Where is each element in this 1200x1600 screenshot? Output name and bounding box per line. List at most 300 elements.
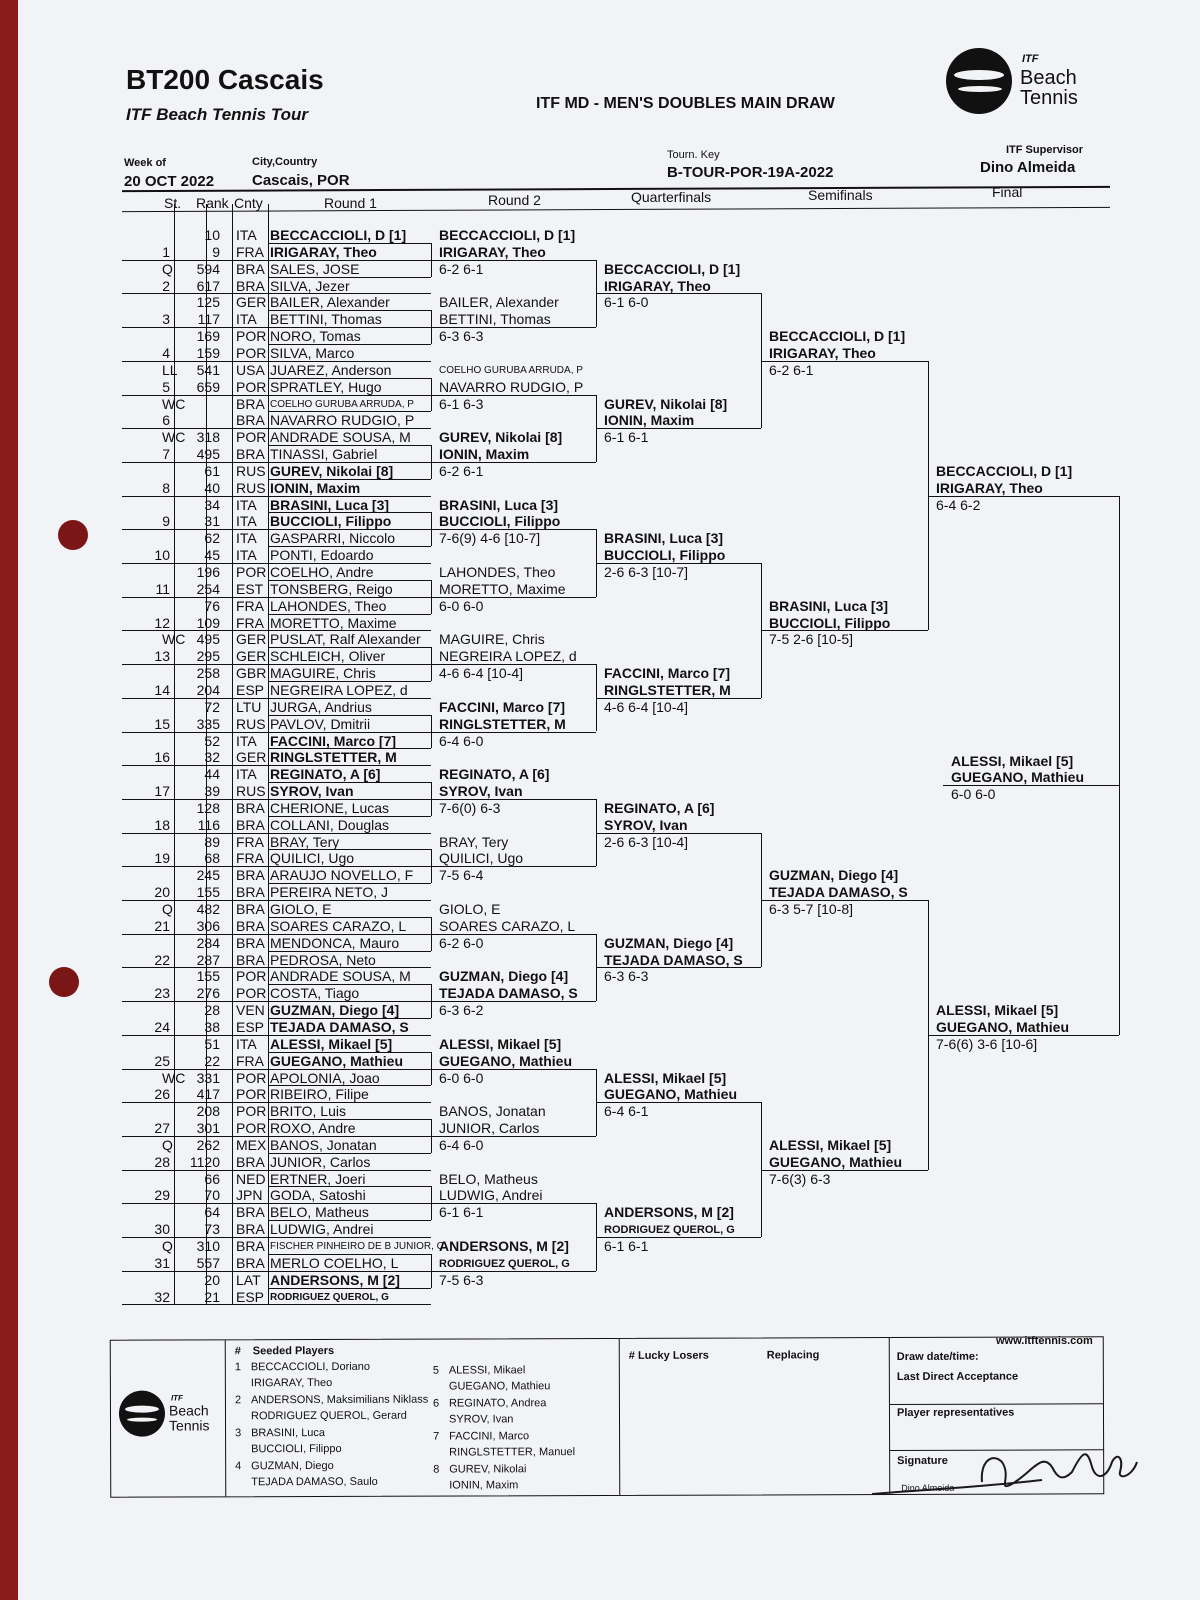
match-line bbox=[596, 428, 761, 429]
match-line bbox=[431, 260, 596, 261]
player-rank: 318 bbox=[196, 429, 220, 446]
signer-name: Dino Almeida bbox=[901, 1482, 955, 1493]
draw-position: 10 bbox=[154, 547, 170, 564]
player-rank: 495 bbox=[196, 446, 220, 463]
player-name: ANDRADE SOUSA, M bbox=[270, 968, 411, 985]
punch-hole-top bbox=[58, 520, 88, 550]
bracket-connector bbox=[761, 1102, 762, 1237]
winner-name: ALESSI, Mikael [5] bbox=[769, 1136, 892, 1153]
website[interactable]: www.itftennis.com bbox=[996, 1335, 1093, 1347]
player-name: RODRIGUEZ QUEROL, G bbox=[270, 1291, 389, 1303]
entry-status: WC bbox=[162, 631, 186, 648]
match-line bbox=[431, 1271, 596, 1272]
bracket-connector bbox=[596, 260, 597, 327]
draw-position: 13 bbox=[154, 648, 170, 665]
player-rank: 204 bbox=[196, 681, 220, 698]
player-rank: 34 bbox=[204, 496, 220, 513]
player-name: MERLO COELHO, L bbox=[270, 1254, 399, 1271]
player-name: PEDROSA, Neto bbox=[270, 951, 376, 968]
winner-name: GUEGANO, Mathieu bbox=[604, 1086, 738, 1103]
match-score: 4-6 6-4 [10-4] bbox=[604, 698, 689, 715]
seed-number: 6 bbox=[432, 1397, 440, 1410]
player-country: LAT bbox=[236, 1271, 261, 1288]
entry-mid-line bbox=[268, 411, 431, 412]
player-name: NAVARRO RUDGIO, P bbox=[270, 412, 415, 429]
player-country: BRA bbox=[236, 951, 265, 968]
match-line bbox=[596, 698, 761, 699]
entry-mid-line bbox=[268, 984, 431, 985]
seed-number: 7 bbox=[433, 1430, 440, 1443]
player-rank: 22 bbox=[204, 1052, 220, 1069]
footer-logo-itf: ITF bbox=[170, 1393, 183, 1403]
player-rank: 262 bbox=[196, 1136, 220, 1153]
bracket-connector bbox=[761, 563, 762, 698]
player-rank: 40 bbox=[204, 479, 220, 496]
match-score: 6-3 5-7 [10-8] bbox=[769, 901, 854, 917]
match-score: 7-6(6) 3-6 [10-6] bbox=[936, 1035, 1038, 1052]
player-rank: 208 bbox=[196, 1103, 220, 1120]
winner-name: BUCCIOLI, Filippo bbox=[769, 614, 891, 631]
entry-status: WC bbox=[162, 1069, 186, 1086]
bracket-connector bbox=[431, 445, 432, 479]
winner-name: QUILICI, Ugo bbox=[439, 850, 524, 867]
player-name: BECCACCIOLI, D [1] bbox=[270, 227, 407, 243]
col-final: Final bbox=[992, 184, 1023, 200]
player-country: BRA bbox=[236, 901, 265, 917]
player-rank: 38 bbox=[204, 1018, 220, 1035]
bracket-connector bbox=[596, 1069, 597, 1136]
entry-status: LL bbox=[162, 361, 178, 378]
player-name: ALESSI, Mikael [5] bbox=[270, 1035, 393, 1052]
match-line bbox=[431, 462, 596, 463]
draw-position: 29 bbox=[154, 1187, 170, 1204]
bracket-connector bbox=[431, 1254, 432, 1288]
match-line bbox=[596, 967, 761, 968]
player-country: POR bbox=[236, 328, 267, 345]
player-country: RUS bbox=[236, 479, 266, 496]
match-line bbox=[431, 1069, 596, 1070]
entry-col-divider bbox=[268, 204, 269, 1304]
player-country: POR bbox=[236, 564, 267, 580]
player-rank: 557 bbox=[196, 1254, 220, 1271]
winner-name: GUREV, Nikolai [8] bbox=[439, 429, 563, 446]
player-country: POR bbox=[236, 429, 267, 446]
player-rank: 39 bbox=[204, 783, 220, 800]
player-rank: 306 bbox=[196, 917, 220, 934]
winner-name: ANDERSONS, M [2] bbox=[439, 1238, 569, 1254]
draw-position: 31 bbox=[154, 1254, 170, 1271]
match-score: 6-3 6-2 bbox=[439, 1002, 484, 1019]
tour-name: ITF Beach Tennis Tour bbox=[126, 105, 308, 124]
col-rank: Rank bbox=[196, 195, 229, 211]
player-rank: 73 bbox=[204, 1221, 220, 1238]
winner-name: FACCINI, Marco [7] bbox=[439, 698, 566, 715]
player-country: BRA bbox=[236, 1221, 265, 1238]
player-rank: 52 bbox=[204, 732, 220, 749]
seed-player: RODRIGUEZ QUEROL, Gerard bbox=[250, 1409, 407, 1423]
footer-logo bbox=[119, 1390, 219, 1440]
logo-beach: Beach bbox=[1020, 67, 1077, 89]
player-rank: 21 bbox=[204, 1288, 220, 1305]
player-name: SILVA, Jezer bbox=[270, 277, 350, 294]
winner-name: LAHONDES, Theo bbox=[439, 564, 556, 580]
player-country: BRA bbox=[236, 446, 265, 463]
winner-name: IRIGARAY, Theo bbox=[604, 277, 711, 294]
seed-player: TEJADA DAMASO, Saulo bbox=[251, 1475, 378, 1489]
player-rank: 125 bbox=[196, 294, 220, 311]
match-score: 6-2 6-1 bbox=[439, 462, 484, 479]
player-name: CHERIONE, Lucas bbox=[270, 799, 390, 816]
player-rank: 495 bbox=[196, 631, 220, 648]
player-name: TINASSI, Gabriel bbox=[270, 446, 378, 463]
entry-line bbox=[122, 1304, 431, 1305]
match-score: 7-6(3) 6-3 bbox=[769, 1170, 831, 1187]
player-rank: 62 bbox=[204, 530, 220, 547]
match-line bbox=[761, 1170, 928, 1171]
match-line bbox=[596, 833, 761, 834]
entry-mid-line bbox=[268, 849, 431, 850]
match-score: 4-6 6-4 [10-4] bbox=[439, 665, 524, 682]
winner-name: BELO, Matheus bbox=[439, 1170, 538, 1187]
match-line bbox=[596, 563, 761, 564]
player-name: COLLANI, Douglas bbox=[270, 816, 390, 833]
winner-name: BECCACCIOLI, D [1] bbox=[936, 462, 1073, 479]
player-country: NED bbox=[236, 1170, 266, 1187]
match-line bbox=[761, 630, 928, 631]
player-name: PAVLOV, Dmitrii bbox=[270, 715, 371, 732]
player-name: LAHONDES, Theo bbox=[270, 597, 387, 614]
player-name: IONIN, Maxim bbox=[270, 479, 361, 496]
player-rank: 28 bbox=[204, 1002, 220, 1019]
champion-name: ALESSI, Mikael [5] bbox=[951, 752, 1074, 769]
player-country: BRA bbox=[236, 917, 265, 934]
match-score: 6-2 6-1 bbox=[769, 361, 814, 378]
player-name: BELO, Matheus bbox=[270, 1204, 369, 1221]
last-direct-label: Last Direct Acceptance bbox=[896, 1370, 1019, 1383]
champion-score: 6-0 6-0 bbox=[951, 786, 996, 803]
winner-name: RODRIGUEZ QUEROL, G bbox=[439, 1257, 570, 1270]
entry-mid-line bbox=[268, 883, 431, 884]
draw-position: 11 bbox=[155, 580, 170, 597]
player-country: POR bbox=[236, 1069, 267, 1086]
match-score: 6-4 6-1 bbox=[604, 1103, 649, 1120]
bracket-connector bbox=[431, 1186, 432, 1220]
player-country: FRA bbox=[236, 614, 264, 631]
player-country: FRA bbox=[236, 833, 264, 850]
match-score: 7-5 6-3 bbox=[439, 1271, 484, 1288]
champion-name: GUEGANO, Mathieu bbox=[951, 769, 1085, 786]
final-bottom-stub bbox=[1101, 1035, 1119, 1036]
match-score: 7-6(9) 4-6 [10-7] bbox=[439, 530, 541, 547]
player-country: BRA bbox=[236, 884, 265, 901]
player-country: EST bbox=[236, 580, 264, 597]
player-rank: 10 bbox=[204, 227, 220, 243]
entry-mid-line bbox=[268, 1254, 431, 1255]
draw-position: 23 bbox=[154, 985, 170, 1002]
entry-mid-line bbox=[268, 1153, 431, 1154]
col-cnty: Cnty bbox=[234, 195, 263, 211]
player-country: ITA bbox=[236, 732, 257, 749]
player-country: VEN bbox=[236, 1002, 265, 1019]
col-round1: Round 1 bbox=[324, 195, 377, 211]
entry-mid-line bbox=[268, 243, 431, 244]
player-country: POR bbox=[236, 1103, 267, 1120]
player-name: SALES, JOSE bbox=[270, 260, 360, 277]
draw-date-label: Draw date/time: bbox=[896, 1350, 979, 1363]
match-line bbox=[431, 866, 596, 867]
match-line bbox=[431, 1001, 596, 1002]
player-rank: 169 bbox=[196, 328, 220, 345]
player-country: BRA bbox=[236, 934, 265, 951]
supervisor-value: Dino Almeida bbox=[980, 159, 1076, 176]
entry-mid-line bbox=[268, 445, 431, 446]
match-line bbox=[431, 799, 596, 800]
seed-player: SYROV, Ivan bbox=[448, 1413, 514, 1426]
player-rank: 45 bbox=[204, 547, 220, 564]
player-country: LTU bbox=[236, 698, 262, 715]
player-country: FRA bbox=[236, 597, 264, 614]
match-line bbox=[431, 597, 596, 598]
match-score: 7-5 2-6 [10-5] bbox=[769, 631, 854, 648]
winner-name: IRIGARAY, Theo bbox=[769, 344, 876, 361]
winner-name: MAGUIRE, Chris bbox=[439, 631, 545, 648]
draw-position: 14 bbox=[154, 681, 170, 698]
champion-line bbox=[943, 785, 1119, 786]
winner-name: LUDWIG, Andrei bbox=[439, 1187, 543, 1204]
player-rank: 310 bbox=[196, 1238, 220, 1254]
player-rank: 72 bbox=[204, 698, 220, 715]
player-country: FRA bbox=[236, 850, 264, 867]
draw-position: 5 bbox=[162, 378, 170, 395]
draw-position: 2 bbox=[162, 277, 170, 294]
draw-position: 16 bbox=[154, 749, 170, 766]
draw-position: 24 bbox=[154, 1018, 170, 1035]
player-name: MORETTO, Maxime bbox=[270, 614, 397, 631]
seeded-title: Seeded Players bbox=[252, 1344, 335, 1358]
logo-itf: ITF bbox=[1022, 53, 1039, 65]
player-name: FISCHER PINHEIRO DE B JUNIOR, C bbox=[270, 1241, 444, 1252]
bracket-connector bbox=[431, 715, 432, 749]
player-name: RINGLSTETTER, M bbox=[270, 749, 397, 766]
tourn-key-value: B-TOUR-POR-19A-2022 bbox=[667, 164, 834, 181]
entry-status: Q bbox=[162, 1238, 173, 1254]
handwritten-signature bbox=[862, 1432, 1152, 1512]
match-line bbox=[928, 1035, 1101, 1036]
draw-position: 15 bbox=[154, 715, 170, 732]
winner-name: NEGREIRA LOPEZ, d bbox=[439, 648, 577, 665]
city-label: City,Country bbox=[252, 156, 318, 168]
player-rank: 51 bbox=[204, 1035, 220, 1052]
player-country: RUS bbox=[236, 462, 266, 479]
entry-mid-line bbox=[268, 479, 431, 480]
player-country: BRA bbox=[236, 1254, 265, 1271]
entry-status: Q bbox=[162, 901, 173, 917]
draw-position: 28 bbox=[154, 1153, 170, 1170]
winner-name: BAILER, Alexander bbox=[439, 294, 559, 311]
city-value: Cascais, POR bbox=[252, 172, 350, 189]
player-rank: 284 bbox=[196, 934, 220, 951]
winner-name: REGINATO, A [6] bbox=[439, 766, 550, 783]
player-country: GER bbox=[236, 631, 267, 648]
match-score: 6-2 6-0 bbox=[439, 934, 484, 951]
player-rank: 482 bbox=[196, 901, 220, 917]
match-score: 2-6 6-3 [10-4] bbox=[604, 833, 689, 850]
match-score: 6-1 6-3 bbox=[439, 395, 484, 412]
entry-mid-line bbox=[268, 546, 431, 547]
player-country: BRA bbox=[236, 816, 265, 833]
player-rank: 64 bbox=[204, 1204, 220, 1221]
player-rank: 155 bbox=[196, 968, 220, 985]
match-line bbox=[431, 732, 596, 733]
player-country: GER bbox=[236, 648, 267, 665]
event-title: BT200 Cascais bbox=[126, 64, 324, 95]
entry-mid-line bbox=[268, 782, 431, 783]
player-name: GUZMAN, Diego [4] bbox=[270, 1002, 400, 1019]
bracket-connector bbox=[431, 917, 432, 951]
player-name: BRASINI, Luca [3] bbox=[270, 496, 390, 513]
seed-player: BRASINI, Luca bbox=[251, 1426, 326, 1440]
match-line bbox=[431, 327, 596, 328]
draw-position: 1 bbox=[162, 243, 170, 260]
player-name: SPRATLEY, Hugo bbox=[270, 378, 382, 395]
player-name: JURGA, Andrius bbox=[270, 698, 372, 715]
player-rank: 109 bbox=[196, 614, 220, 631]
player-country: BRA bbox=[236, 395, 265, 412]
draw-position: 22 bbox=[154, 951, 170, 968]
entry-col-divider bbox=[232, 204, 233, 1304]
player-name: FACCINI, Marco [7] bbox=[270, 732, 397, 749]
match-score: 7-6(0) 6-3 bbox=[439, 799, 501, 816]
winner-name: SOARES CARAZO, L bbox=[439, 917, 576, 934]
player-rank: 44 bbox=[204, 766, 220, 783]
player-name: ARAUJO NOVELLO, F bbox=[270, 867, 414, 884]
seed-number: 8 bbox=[433, 1463, 440, 1476]
match-score: 6-1 6-1 bbox=[604, 429, 649, 446]
match-line bbox=[596, 293, 761, 294]
entry-mid-line bbox=[268, 310, 431, 311]
player-country: ITA bbox=[236, 227, 257, 243]
bracket-connector bbox=[596, 1203, 597, 1270]
player-rank: 245 bbox=[196, 867, 220, 884]
entry-mid-line bbox=[268, 277, 431, 278]
winner-name: IRIGARAY, Theo bbox=[439, 243, 546, 260]
bracket-connector bbox=[596, 664, 597, 731]
player-country: BRA bbox=[236, 277, 265, 294]
player-name: GUREV, Nikolai [8] bbox=[270, 462, 394, 479]
player-rank: 117 bbox=[197, 311, 220, 328]
player-name: COELHO GURUBA ARRUDA, P bbox=[270, 398, 414, 410]
entry-mid-line bbox=[268, 748, 431, 749]
player-rank: 335 bbox=[196, 715, 220, 732]
player-name: NEGREIRA LOPEZ, d bbox=[270, 681, 408, 698]
player-rank: 1120 bbox=[189, 1153, 220, 1170]
player-name: IRIGARAY, Theo bbox=[270, 243, 377, 260]
week-value: 20 OCT 2022 bbox=[124, 173, 215, 190]
col-st: St. bbox=[164, 195, 182, 211]
draw-position: 21 bbox=[154, 917, 170, 934]
draw-position: 32 bbox=[154, 1288, 170, 1305]
player-country: ITA bbox=[236, 496, 257, 513]
player-rank: 331 bbox=[196, 1069, 220, 1086]
player-country: RUS bbox=[236, 783, 266, 800]
player-name: COSTA, Tiago bbox=[270, 985, 360, 1002]
player-name: LUDWIG, Andrei bbox=[270, 1221, 374, 1238]
draw-position: 27 bbox=[154, 1120, 170, 1137]
seed-number: 1 bbox=[234, 1361, 241, 1374]
match-line bbox=[761, 361, 928, 362]
player-name: QUILICI, Ugo bbox=[270, 850, 355, 867]
player-rank: 116 bbox=[197, 816, 220, 833]
player-country: ITA bbox=[236, 513, 257, 530]
seed-player: ALESSI, Mikael bbox=[448, 1364, 526, 1377]
player-name: RIBEIRO, Filipe bbox=[270, 1086, 369, 1103]
bracket-connector bbox=[431, 310, 432, 344]
replacing-title: Replacing bbox=[766, 1349, 820, 1362]
col-round2: Round 2 bbox=[488, 192, 541, 208]
player-name: BETTINI, Thomas bbox=[270, 311, 382, 328]
winner-name: BRAY, Tery bbox=[439, 833, 509, 850]
winner-name: TEJADA DAMASO, S bbox=[439, 985, 578, 1002]
match-line bbox=[596, 1237, 761, 1238]
winner-name: BRASINI, Luca [3] bbox=[604, 530, 724, 547]
player-country: POR bbox=[236, 968, 267, 985]
player-country: POR bbox=[236, 344, 267, 361]
seed-player: IRIGARAY, Theo bbox=[250, 1376, 333, 1390]
footer-logo-ball-icon bbox=[119, 1391, 165, 1437]
entry-mid-line bbox=[268, 715, 431, 716]
supervisor-label: ITF Supervisor bbox=[1006, 144, 1084, 156]
bracket-connector bbox=[431, 782, 432, 816]
winner-name: COELHO GURUBA ARRUDA, P bbox=[439, 364, 583, 376]
bracket-connector bbox=[596, 799, 597, 866]
player-rank: 417 bbox=[196, 1086, 220, 1103]
match-score: 6-4 6-2 bbox=[936, 496, 981, 513]
player-country: ITA bbox=[236, 547, 257, 564]
player-country: POR bbox=[236, 378, 267, 395]
entry-mid-line bbox=[268, 1220, 431, 1221]
player-country: POR bbox=[236, 985, 267, 1002]
match-line bbox=[431, 1203, 596, 1204]
player-country: ITA bbox=[236, 311, 257, 328]
itf-beach-tennis-logo bbox=[946, 48, 1106, 118]
player-rank: 61 bbox=[204, 462, 220, 479]
player-country: BRA bbox=[236, 1238, 265, 1254]
player-name: PUSLAT, Ralf Alexander bbox=[270, 631, 421, 648]
week-label: Week of bbox=[124, 157, 166, 169]
player-country: BRA bbox=[236, 1204, 265, 1221]
player-name: MENDONCA, Mauro bbox=[270, 934, 400, 951]
player-rank: 295 bbox=[196, 648, 220, 665]
player-rank: 70 bbox=[204, 1187, 220, 1204]
entry-mid-line bbox=[268, 1018, 431, 1019]
player-name: BRAY, Tery bbox=[270, 833, 340, 850]
entry-mid-line bbox=[268, 917, 431, 918]
logo-ball-icon bbox=[946, 48, 1012, 114]
bracket-connector bbox=[596, 934, 597, 1001]
player-name: GIOLO, E bbox=[270, 901, 332, 917]
bracket-connector bbox=[431, 243, 432, 277]
seed-player: GUEGANO, Mathieu bbox=[448, 1380, 551, 1393]
player-country: ESP bbox=[236, 1288, 265, 1305]
player-name: SILVA, Marco bbox=[270, 344, 355, 361]
winner-name: REGINATO, A [6] bbox=[604, 799, 715, 816]
player-rank: 196 bbox=[196, 564, 220, 580]
player-name: ANDRADE SOUSA, M bbox=[270, 429, 411, 446]
winner-name: TEJADA DAMASO, S bbox=[604, 951, 743, 968]
player-reps-label: Player representatives bbox=[896, 1406, 1015, 1419]
winner-name: IONIN, Maxim bbox=[439, 446, 530, 463]
draw-position: 30 bbox=[154, 1221, 170, 1238]
